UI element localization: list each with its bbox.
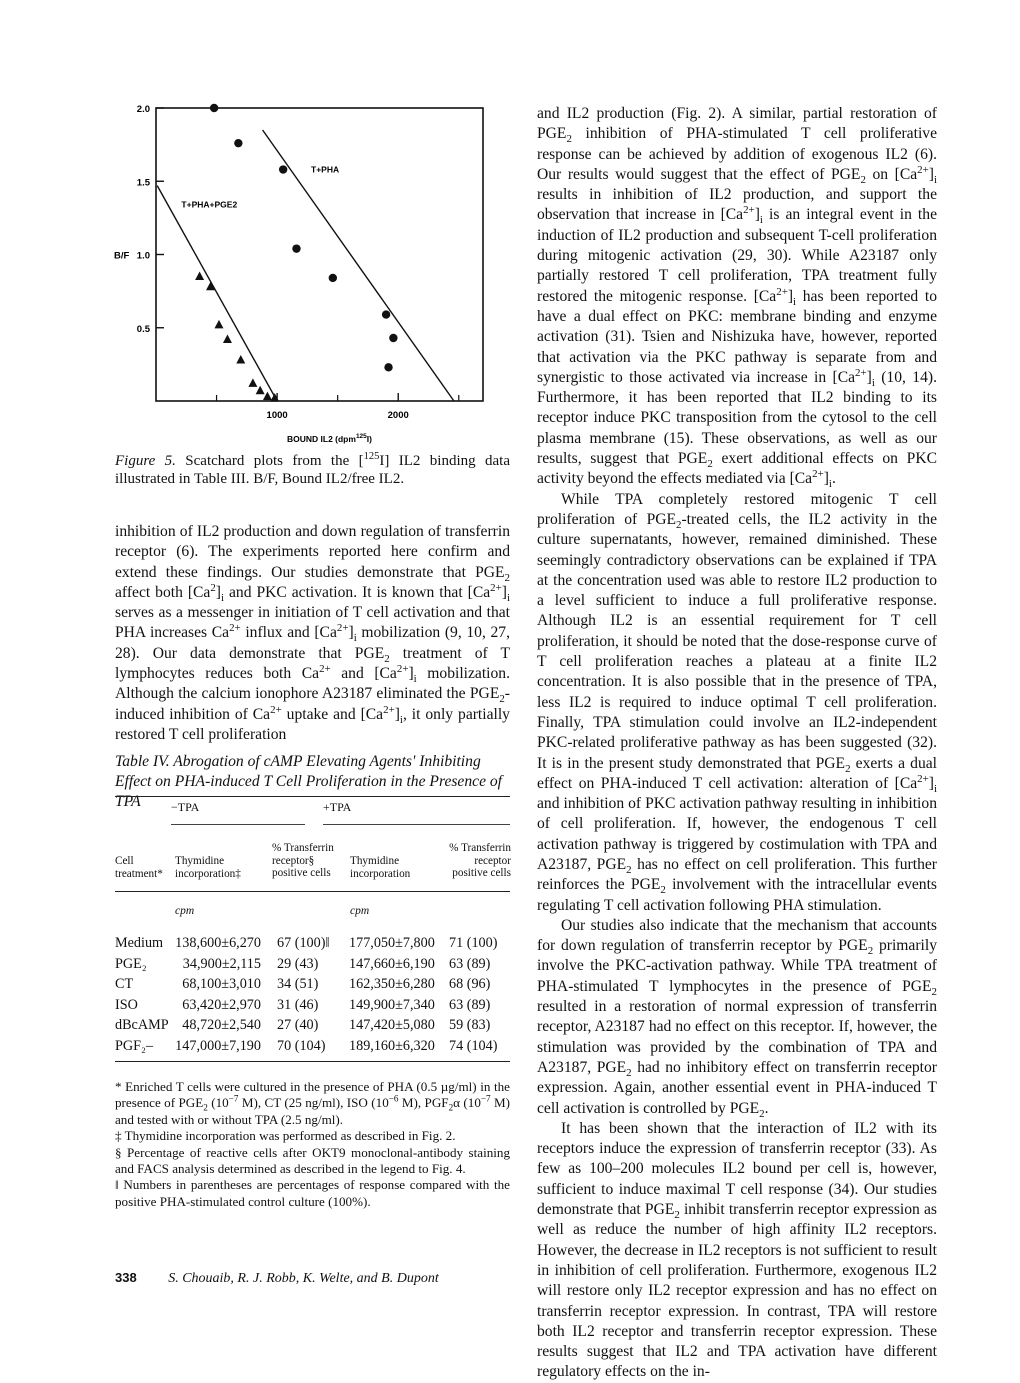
data-point-circle xyxy=(279,165,287,173)
footnote-1: * Enriched T cells were cultured in the presence of PHA (0.5 µg/ml) in the presence of $PGE_2$ ($10^{-7}$ M), CT (25 ng/ml), ISO ($10^{-6}$ M), $PGF_2\alpha$ ($10^{-7}$ M) and tested with or without TPA (2.5 ng/ml). xyxy=(115,1079,511,1127)
table-row xyxy=(115,997,510,1017)
cell-thy1: 138,600±6,270 xyxy=(175,935,261,951)
cell-thy1: 68,100±3,010 xyxy=(182,976,261,992)
cell-tf1: 29 (43) xyxy=(277,955,319,972)
label-t-pha-pge2: T+PHA+PGE2 xyxy=(181,199,238,210)
table-header-rule xyxy=(115,891,510,892)
cell-tf1: 31 (46) xyxy=(277,996,319,1013)
cell-tf2: 63 (89) xyxy=(449,996,491,1013)
cell-tf1: 27 (40) xyxy=(277,1017,319,1033)
data-point-circle xyxy=(384,363,392,371)
y-tick-label: 0.5 xyxy=(136,323,150,335)
data-point-triangle xyxy=(248,378,257,387)
cell-tf2: 68 (96) xyxy=(449,976,491,992)
table-footnotes xyxy=(115,1079,510,1210)
data-point-triangle xyxy=(270,393,279,402)
data-point-circle xyxy=(329,274,337,282)
cell-thy2: 147,660±6,190 xyxy=(349,955,435,972)
cell-cell: PGE₂ xyxy=(115,955,147,972)
table-label: Table IV. xyxy=(115,753,170,770)
data-point-circle xyxy=(382,310,390,318)
cell-thy2: 147,420±5,080 xyxy=(349,1017,435,1033)
cell-thy1: 147,000±7,190 xyxy=(175,1037,261,1054)
header-thymidine-2: Thymidine incorporation xyxy=(350,855,411,880)
x-axis-label: BOUND IL2 (dpm$^{125}$I) xyxy=(286,433,373,444)
right-paragraph-1: and IL2 production (Fig. 2). A similar, partial restoration of $PGE_2$ inhibition of PHA-stimulated T cell proliferative response can be achieved by addition of exogenous IL2 (6). Our results would suggest that the effect of $PGE_2$ on $[Ca^{2+}]_i$ results in inhibition of IL2 production, and support the observation that increase in $[Ca^{2+}]_i$ is an integral event in the induction of IL2 production and subsequent T-cell proliferation during mitogenic activation (29, 30). While A23187 only partially restored T cell proliferation, TPA treatment fully restored the mitogenic response. $[Ca^{2+}]_i$ has been reported to have a dual effect on PKC: membrane binding and enzyme activation (31). Tsien and Nishizuka have, however, reported that activation via the PKC pathway is separate from and synergistic to those activated via increase in $[Ca^{2+}]_i$ (10, 14). Furthermore, it has been reported that IL2 binding to its receptor induce PKC transposition from the cytosol to the cell plasma membrane (15). These observations, as well as our results, suggest that $PGE_2$ exert additional effects on PKC activity beyond the effects mediated via $[Ca^{2+}]_i$. xyxy=(537,105,937,491)
figure-caption-sup: 125 xyxy=(363,451,380,462)
cell-cell: CT xyxy=(115,976,134,992)
cell-cell: dBcAMP xyxy=(115,1017,169,1033)
header-thymidine-1: Thymidine incorporation‡ xyxy=(175,855,241,880)
scatchard-chart xyxy=(108,92,508,472)
cell-cell: Medium xyxy=(115,935,164,951)
unit-cpm-2: cpm xyxy=(350,905,370,917)
figure-caption-text-pre: Scatchard plots from the [ xyxy=(175,453,364,469)
table-bottom-rule xyxy=(115,1061,510,1062)
cell-tf1: 70 (104) xyxy=(277,1037,326,1054)
regression-line-1 xyxy=(263,130,454,401)
cell-tf2: 59 (83) xyxy=(449,1017,491,1033)
table-top-rule xyxy=(115,796,510,797)
group-plus-tpa-rule xyxy=(323,824,510,825)
y-tick-label: 2.0 xyxy=(136,104,150,115)
cell-tf2: 74 (104) xyxy=(449,1037,498,1054)
data-point-circle xyxy=(234,139,242,147)
unit-cpm-1: cpm xyxy=(175,905,195,917)
cell-tf1: 34 (51) xyxy=(277,976,319,992)
table-row xyxy=(115,956,510,976)
page-number: 338 xyxy=(115,1270,137,1285)
x-tick-label: 1000 xyxy=(266,410,288,421)
cell-tf2: 63 (89) xyxy=(449,955,491,972)
cell-thy2: 177,050±7,800 xyxy=(349,935,435,951)
table-row xyxy=(115,1017,510,1037)
table-row xyxy=(115,935,510,955)
figure-5-scatchard-plot xyxy=(108,92,508,472)
footnote-2: ‡ Thymidine incorporation was performed as described in Fig. 2. xyxy=(115,1128,456,1144)
group-minus-tpa: −TPA xyxy=(171,800,200,814)
header-cell-treatment: Cell treatment* xyxy=(115,855,163,880)
data-point-triangle xyxy=(195,271,204,280)
data-point-circle xyxy=(389,334,397,342)
cell-tf1: 67 (100)‖ xyxy=(277,935,330,951)
data-point-circle xyxy=(210,104,218,112)
label-t-pha: T+PHA xyxy=(311,164,340,175)
y-tick-label: 1.0 xyxy=(136,250,150,262)
table-title-text: Abrogation of cAMP Elevating Agents' Inhibiting Effect on PHA-induced T Cell Proliferation in the Presence of TPA xyxy=(115,753,503,810)
figure-caption-text-post: I] IL2 binding data illustrated in Table III. B/F, Bound IL2/free IL2. xyxy=(115,453,510,487)
cell-thy2: 162,350±6,280 xyxy=(349,976,435,992)
cell-thy1: 63,420±2,970 xyxy=(182,996,261,1013)
table-row xyxy=(115,976,510,996)
data-point-triangle xyxy=(236,355,245,364)
cell-thy1: 48,720±2,540 xyxy=(182,1017,261,1033)
data-point-triangle xyxy=(223,334,232,343)
data-point-triangle xyxy=(256,386,265,395)
table-row xyxy=(115,1038,510,1058)
left-body-text: inhibition of IL2 production and down regulation of transferrin receptor (6). The experiments reported here confirm and extend these findings. Our studies demonstrate that $PGE_2$ affect both $[Ca^2]_i$ and PKC activation. It is known that $[Ca^{2+}]_i$ serves as a messenger in initiation of T cell activation and that PHA increases $Ca^{2+}$ influx and $[Ca^{2+}]_i$ mobilization (9, 10, 27, 28). Our data demonstrate that $PGE_2$ treatment of T lymphocytes reduces both $Ca^{2+}$ and $[Ca^{2+}]_i$ mobilization. Although the calcium ionophore A23187 eliminated the $PGE_2$-induced inhibition of $Ca^{2+}$ uptake and $[Ca^{2+}]_i$, it only partially restored T cell proliferation xyxy=(115,523,511,743)
cell-tf2: 71 (100) xyxy=(449,935,498,951)
regression-line-2 xyxy=(157,186,277,401)
header-transferrin-2: % Transferrin receptor positive cells xyxy=(449,842,511,879)
cell-thy2: 149,900±7,340 xyxy=(349,996,435,1013)
data-point-triangle xyxy=(263,392,272,401)
page-footer xyxy=(115,1270,515,1287)
right-paragraph-3: Our studies also indicate that the mechanism that accounts for down regulation of transferrin receptor by $PGE_2$ primarily involve the PKC-activation pathway. While TPA treatment of PHA-stimulated T lymphocytes in the presence of $PGE_2$ resulted in a restoration of normal expression of transferrin receptor, A23187 had no effect on this receptor. If, however, the stimulation was provided by the combination of TPA and A23187, $PGE_2$ had no inhibitory effect on transferrin receptor expression. Again, another essential event in PHA-induced T cell activation is controlled by $PGE_2$. xyxy=(537,916,937,1120)
footnote-3: § Percentage of reactive cells after OKT9 monoclonal-antibody staining and FACS analysis determined as described in the legend to Fig. 4. xyxy=(115,1144,510,1177)
figure-caption xyxy=(115,452,510,488)
header-transferrin-1: % Transferrin receptor§ positive cells xyxy=(272,842,334,879)
y-tick-label: 1.5 xyxy=(136,177,150,189)
cell-thy2: 189,160±6,320 xyxy=(349,1037,435,1054)
data-point-circle xyxy=(292,244,300,252)
data-point-triangle xyxy=(214,320,223,329)
right-paragraph-2: While TPA completely restored mitogenic T cell proliferation of $PGE_2$-treated cells, the IL2 activity in the culture supernatants, however, remained diminished. These seemingly contradictory observations can be explained if TPA at the concentration used was able to restore IL2 production to a level sufficient to induce a full proliferative response. Although IL2 is an essential requirement for T cell proliferation, it should be noted that the dose-response curve of T cell proliferation reaches a plateau at a finite IL2 concentration. It is also possible that in the presence of TPA, less IL2 is required to induce optimal T cell proliferation. Finally, TPA stimulation could involve an IL2-independent PKC-related proliferative pathway as has been suggested (32). It is in the present study demonstrated that $PGE_2$ exerts a dual effect on PHA-induced T cell activation: alteration of $[Ca^{2+}]_i$ and inhibition of PKC activation pathway resulting in inhibition of cell proliferation. If, however, the endogenous T cell activation pathway is triggered by costimulation with TPA and A23187, $PGE_2$ has no effect on cell proliferation. This further reinforces the $PGE_2$ involvement with the intracellular events regulating T cell activation following PHA stimulation. xyxy=(537,490,937,914)
right-paragraph-4: It has been shown that the interaction of IL2 with its receptors induce the expression of transferrin receptor (33). As few as 100–200 molecules IL2 bound per cell is, however, sufficient to induce maximal T cell response (34). Our studies demonstrate that $PGE_2$ inhibit transferrin receptor expression as well as reduce the number of high affinity IL2 receptors. However, the decrease in IL2 receptors is not sufficient to result in inhibition of cell proliferation. Furthermore, exogenous IL2 will restore only IL2 receptor expression and has no effect on transferrin receptor expression. In contrast, TPA will restore both IL2 receptor and transferrin receptor expression. These results suggest that IL2 and TPA activation have different regulatory effects on the in- xyxy=(537,1119,937,1381)
right-body-text xyxy=(537,104,937,1383)
cell-cell: ISO xyxy=(115,996,138,1013)
group-plus-tpa: +TPA xyxy=(323,800,352,814)
x-tick-label: 2000 xyxy=(387,410,409,421)
footer-authors: S. Chouaib, R. J. Robb, K. Welte, and B. Dupont xyxy=(168,1271,439,1286)
cell-thy1: 34,900±2,115 xyxy=(182,955,261,972)
footnote-4: ‖ Numbers in parentheses are percentages of response compared with the positive PHA-stimulated control culture (100%). xyxy=(115,1177,510,1209)
cell-cell: PGF₂– xyxy=(115,1037,154,1054)
figure-caption-label: Figure 5. xyxy=(115,453,176,469)
group-minus-tpa-rule xyxy=(171,824,305,825)
plot-frame xyxy=(156,108,483,401)
y-axis-label: B/F xyxy=(114,250,130,262)
